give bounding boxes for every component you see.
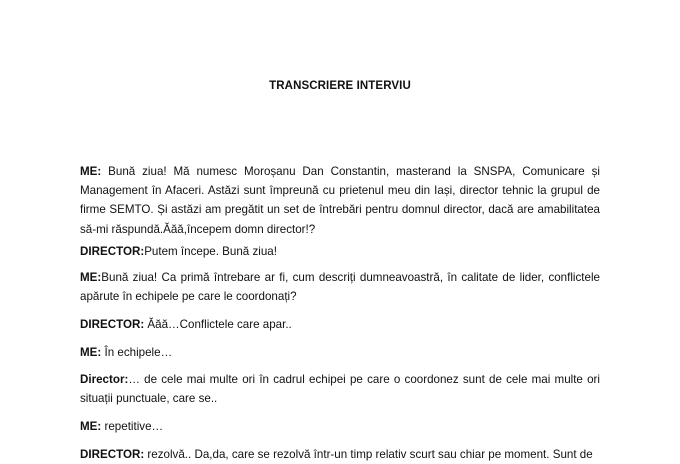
speaker-label: ME: — [80, 165, 102, 178]
transcript-paragraph — [80, 343, 600, 362]
speaker-label: DIRECTOR: — [80, 245, 145, 258]
document-title: TRANSCRIERE INTERVIU — [269, 80, 411, 92]
transcript-paragraph — [80, 445, 600, 464]
paragraph-text: Putem începe. Bună ziua! — [144, 245, 277, 258]
speaker-label: DIRECTOR: — [80, 318, 145, 331]
paragraph-text: Bună ziua! Mă numesc Moroșanu Dan Constantin, masterand la SNSPA, Comunicare și Management în Afaceri. Astăzi sunt împreună cu prietenul meu din Iași, director tehnic la grupul de firme SEMTO. Și astăzi am pregătit un set de întrebări pentru domnul director, dacă are amabilitatea să-mi răspundă.Ăăă,începem domn director!? — [80, 165, 600, 236]
paragraph-text: rezolvă.. Da,da, care se rezolvă într-un timp relativ scurt sau chiar pe moment. Sunt de — [144, 448, 593, 461]
speaker-label: Director: — [80, 373, 129, 386]
speaker-label: ME: — [80, 346, 102, 359]
paragraph-text: … de cele mai multe ori în cadrul echipei pe care o coordonez sunt de cele mai multe ori situații punctuale, care se.. — [80, 373, 600, 406]
transcript-paragraph — [80, 162, 600, 239]
transcript-paragraph — [80, 417, 600, 436]
speaker-label: ME: — [80, 271, 102, 284]
paragraph-text: Ăăă…Conflictele care apar.. — [144, 318, 292, 331]
transcript-paragraph — [80, 268, 600, 306]
transcript-paragraph — [80, 370, 600, 408]
paragraph-text: Bună ziua! Ca primă întrebare ar fi, cum descriți dumneavoastră, în calitate de lider, conflictele apărute în echipele pe care le coordonați? — [80, 271, 600, 304]
transcript-paragraph — [80, 315, 600, 334]
speaker-label: ME: — [80, 420, 102, 433]
speaker-label: DIRECTOR: — [80, 448, 145, 461]
transcript-paragraph — [80, 242, 600, 261]
paragraph-text: repetitive… — [101, 420, 164, 433]
paragraph-text: În echipele… — [101, 346, 173, 359]
